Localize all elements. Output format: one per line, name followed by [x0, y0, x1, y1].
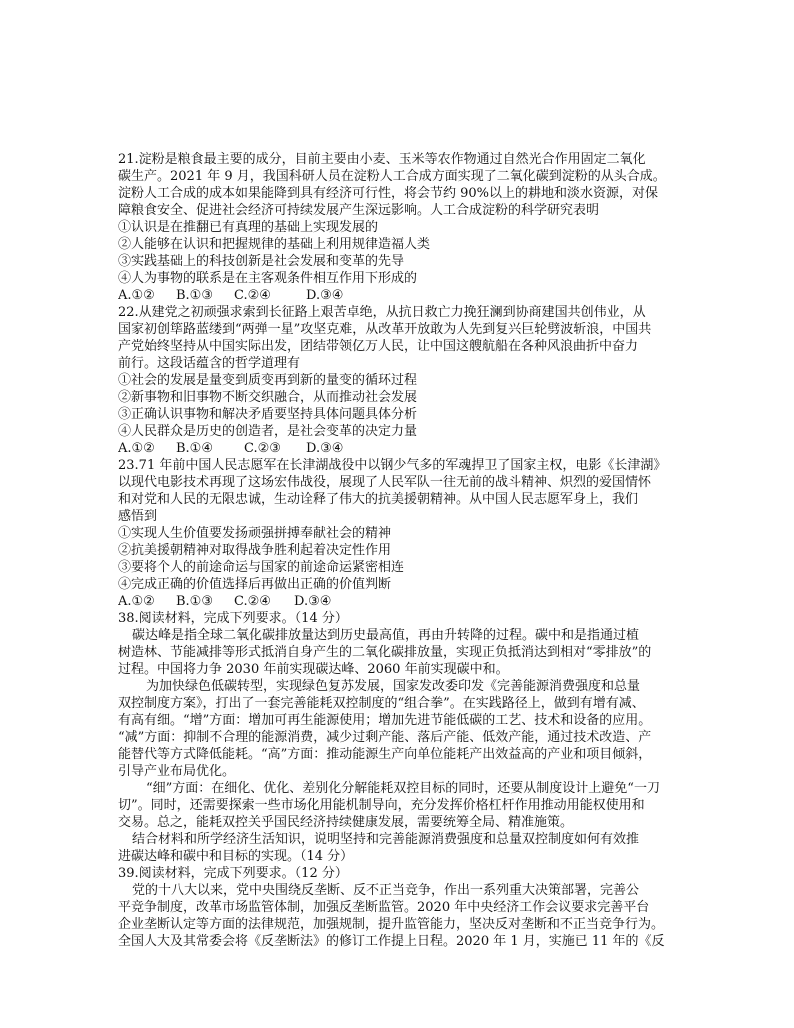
- q21-stem-line-1: 21.淀粉是粮食最主要的成分，目前主要由小麦、玉米等农作物通过自然光合作用固定二氧化: [118, 152, 646, 167]
- q22-option-d[interactable]: D.③④: [306, 441, 344, 456]
- q38-para2-line-2: 双控制度方案》，打出了一套完善能耗双控制度的“组合拳”。在实践路径上，做到有增有减、: [118, 696, 645, 711]
- q21-stem-line-3: 淀粉人工合成的成本如果能降到具有经济可行性，将会节约 90%以上的耕地和淡水资源，对保: [118, 186, 659, 201]
- q23-statement-2: ②抗美援朝精神对取得战争胜利起着决定性作用: [118, 543, 392, 558]
- q22-statement-1: ①社会的发展是量变到质变再到新的量变的循环过程: [118, 373, 418, 388]
- q38-para1-line-1: 碳达峰是指全球二氧化碳排放量达到历史最高值，再由升转降的过程。碳中和是指通过植: [132, 628, 640, 643]
- q22-statement-3: ③正确认识事物和解决矛盾要坚持具体问题具体分析: [118, 407, 418, 422]
- q38-task-line-2: 进碳达峰和碳中和目标的实现。（14 分）: [118, 849, 354, 864]
- q38-para1-line-2: 树造林、节能减排等形式抵消自身产生的二氧化碳排放量，实现正负抵消达到相对“零排放”的: [118, 645, 652, 660]
- q21-option-d[interactable]: D.③④: [306, 288, 344, 303]
- q38-para3-line-3: 交易。总之，能耗双控关乎国民经济持续健康发展，需要统筹全局、精准施策。: [118, 815, 574, 830]
- q39-para1-line-4: 全国人大及其常委会将《反垄断法》的修订工作提上日程。2020 年 1 月，实施已 11 年的《反: [118, 934, 665, 949]
- q23-stem-line-4: 感悟到: [118, 509, 158, 524]
- q38-header: 38.阅读材料，完成下列要求。（14 分）: [118, 611, 348, 626]
- q39-para1-line-3: 企业垄断认定等方面的法律规范，加强规制，提升监管能力，坚决反对垄断和不正当竞争行为。: [118, 917, 665, 932]
- q21-stem-line-2: 碳生产。2021 年 9 月，我国科研人员在淀粉人工合成方面实现了二氧化碳到淀粉的从头合成。: [118, 169, 666, 184]
- q22-options: [118, 440, 678, 457]
- q21-statement-2: ②人能够在认识和把握规律的基础上利用规律造福人类: [118, 237, 431, 252]
- q23-option-c[interactable]: C.②④: [234, 594, 271, 609]
- q39-header: 39.阅读材料，完成下列要求。（12 分）: [118, 866, 348, 881]
- q38-para2-line-1: 为加快绿色低碳转型，实现绿色复苏发展，国家发改委印发《完善能源消费强度和总量: [146, 679, 641, 694]
- q38-task-line-1: 结合材料和所学经济生活知识，说明坚持和完善能源消费强度和总量双控制度如何有效推: [132, 832, 640, 847]
- q23-options: [118, 593, 678, 610]
- q39-para1-line-1: 党的十八大以来，党中央围绕反垄断、反不正当竞争，作出一系列重大决策部署，完善公: [132, 883, 640, 898]
- q22-statement-2: ②新事物和旧事物不断交织融合，从而推动社会发展: [118, 390, 418, 405]
- q38-para2-line-4: “减”方面：抑制不合理的能源消费，减少过剩产能、落后产能、低效产能，通过技术改造、产: [118, 730, 652, 745]
- q21-options: [118, 287, 678, 304]
- q23-statement-3: ③要将个人的前途命运与国家的前途命运紧密相连: [118, 560, 405, 575]
- q22-stem-line-4: 前行。这段话蕴含的哲学道理有: [118, 356, 301, 371]
- q38-para3-line-1: “细”方面：在细化、优化、差别化分解能耗双控目标的同时，还要从制度设计上避免“一刀: [146, 781, 660, 796]
- q22-option-c[interactable]: C.②③: [244, 441, 281, 456]
- q39-para1-line-2: 平竞争制度，改革市场监管体制，加强反垄断监管。2020 年中央经济工作会议要求完善平台: [118, 900, 650, 915]
- q22-statement-4: ④人民群众是历史的创造者，是社会变革的决定力量: [118, 424, 418, 439]
- q38-para2-line-3: 有高有细。“增”方面：增加可再生能源使用；增加先进节能低碳的工艺、技术和设备的应用。: [118, 713, 652, 728]
- q23-statement-1: ①实现人生价值要发扬顽强拼搏奉献社会的精神: [118, 526, 392, 541]
- q23-option-b[interactable]: B.①③: [176, 594, 213, 609]
- q21-statement-3: ③实践基础上的科技创新是社会发展和变革的先导: [118, 254, 405, 269]
- q38-para1-line-3: 过程。中国将力争 2030 年前实现碳达峰、2060 年前实现碳中和。: [118, 662, 509, 677]
- q22-stem-line-2: 国家初创筚路蓝缕到“两弹一星”攻坚克难，从改革开放敢为人先到复兴巨轮劈波斩浪，中国共: [118, 322, 652, 337]
- q38-para2-line-5: 能替代等方式降低能耗。“高”方面：推动能源生产向单位能耗产出效益高的产业和项目倾斜，: [118, 747, 652, 762]
- q21-statement-4: ④人为事物的联系是在主客观条件相互作用下形成的: [118, 271, 418, 286]
- q22-stem-line-1: 22.从建党之初顽强求索到长征路上艰苦卓绝，从抗日救亡力挽狂澜到协商建国共创伟业，从: [118, 305, 646, 320]
- q38-para2-line-6: 引导产业布局优化。: [118, 764, 236, 779]
- q21-stem-line-4: 障粮食安全、促进社会经济可持续发展产生深远影响。人工合成淀粉的科学研究表明: [118, 203, 600, 218]
- q22-option-b[interactable]: B.①④: [176, 441, 213, 456]
- q22-stem-line-3: 产党始终坚持从中国实际出发，团结带领亿万人民，让中国这艘航船在各种风浪曲折中奋力: [118, 339, 639, 354]
- q38-para3-line-2: 切”。同时，还需要探索一些市场化用能机制导向，充分发挥价格杠杆作用推动用能权使用和: [118, 798, 645, 813]
- q23-stem-line-2: 以现代电影技术再现了这场宏伟战役，展现了人民军队一往无前的战斗精神、炽烈的爱国情怀: [118, 475, 652, 490]
- q23-stem-line-1: 23.71 年前中国人民志愿军在长津湖战役中以钢少气多的军魂捍卫了国家主权，电影《长津湖》: [118, 458, 667, 473]
- q21-statement-1: ①认识是在推翻已有真理的基础上实现发展的: [118, 220, 379, 235]
- q21-option-c[interactable]: C.②④: [234, 288, 271, 303]
- q23-option-d[interactable]: D.③④: [294, 594, 332, 609]
- q23-stem-line-3: 和对党和人民的无限忠诚，生动诠释了伟大的抗美援朝精神。从中国人民志愿军身上，我们: [118, 492, 639, 507]
- q22-option-a[interactable]: A.①②: [118, 441, 155, 456]
- q23-statement-4: ④完成正确的价值选择后再做出正确的价值判断: [118, 577, 392, 592]
- q21-option-b[interactable]: B.①③: [176, 288, 213, 303]
- q23-option-a[interactable]: A.①②: [118, 594, 155, 609]
- q21-option-a[interactable]: A.①②: [118, 288, 155, 303]
